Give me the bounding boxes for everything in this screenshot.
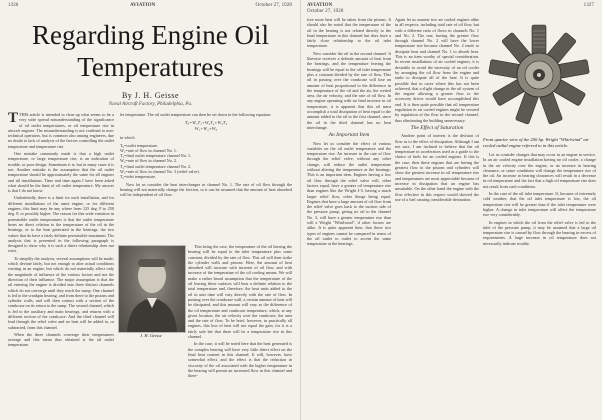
page-number: 1326	[8, 3, 19, 8]
radial-engine-icon	[483, 17, 593, 135]
paragraph: This being the case, the temperature of the oil leaving the bearing will be equal to the inlet temperature plus some constant, divided by the rate of flow. This oil will then strike the cylinder walls and pistons. Here, the amount of heat absorbed will increase with increase of oil flow, and with increase of the temperature of the oil cooling means. We will make a rather broad assumption that the temperature of the oil leaving these surfaces will bear a definite relation to the total temperature and, therefore, the heat units added to the oil in unit time will vary directly with the rate of flow. In passing over the crankcase wall, a certain amount of heat will be dissipated, and this amount will vary as the difference of the oil temperature and crankcase temperature, which, at any given location, the air velocity over the crankcase, the area and the rate of flow. To be brief, however, in practically all engines, this loss of heat will not equal the gain, for it is a fairly safe bet that there will be a temperature rise in this channel.	[188, 244, 292, 340]
paragraph: Now let us consider the heat interchanges in channel No. 1. The rate of oil flow through the bearing will not materially change the friction, so it can be assumed that the amount of heat absorbed will be independent of oil flow.	[120, 181, 292, 198]
section-heading: An Important Item	[328, 132, 370, 139]
paragraph: In the case, it will be noted here that the heat generated is the complex bearing will have very little direct effect on the final heat content in this channel. It will, however, have somewhat effect, and the effect is that the reduction in viscosity of the oil associated with the higher temperature in the bearing will permit an increased flow in this channel and there-	[188, 341, 292, 379]
paragraph: fore more heat will be taken from the pistons. It should also be noted that the temperature of the oil in the bearing is not related directly to the final temperature in this channel but does have a fairly close relationship to the oil inlet temperature.	[307, 17, 391, 49]
left-column-1	[8, 112, 114, 416]
paragraph: In the case of the oil inlet temperature. If, because of extremely cold weather, that the oil inlet temperature is low, the oil temperature rise will be greater than if the inlet temperature were higher. A change in inlet temperature will affect the temperature rise very considerably.	[483, 191, 596, 218]
right-page	[301, 0, 602, 420]
article-title-line2: Temperatures	[77, 52, 224, 82]
equation-numerator: T₀=W₁T₁+W₂T₂+W₃T₃	[184, 120, 228, 126]
right-column-2	[395, 17, 479, 416]
section-heading: The Effect of Saturation	[410, 124, 464, 131]
equation-denominator: W₁+W₂+W₃	[194, 126, 218, 132]
article-title-line1: Regarding Engine Oil	[32, 20, 269, 50]
author-affiliation: Naval Aircraft Factory, Philadelphia, Pa.	[108, 102, 193, 107]
portrait-caption: J. H. Geisse	[140, 333, 162, 338]
journal-name: AVIATION	[307, 3, 333, 8]
paragraph: Now consider the oil in the second channel. It likewise receives a definite amount of heat from the bearings, and the temperature leaving the bearings will be equal to the oil inlet temperature plus a constant divided by the rate of flow. This oil in passing over the crankcase will lose an amount of heat proportional to the difference in the temperature of the oil and the air, the wetted area, the air velocity, and the rate of oil flow. In any engine operating with no final increase in oil temperature, it is apparent that this oil must accomplish a total dissipation of heat equal to the amount added to the oil in the first channel, since the oil in the third channel has no heat interchange.	[307, 50, 391, 130]
paragraph: When the three channels converge their temperatures average and this mean thus obtained is the oil outlet temperature.	[8, 331, 114, 348]
paragraph: Another point of interest is the division of flow as to the effect of dissipation. Although I am not sure, I am inclined to believe that the oil temperature in accelerators used as a guide to the choice of fuels for air cooled engines. If this is the case, then those engines that are having the greatest flow to the pistons and cylinders will show the greatest increase in oil temperature rise and temperatures are most appreciable because of increase in dissipation that an engine has unsuitable. On the other hand the engine with the flow effective in this respect would showed the use of a fuel causing considerable detonation.	[395, 133, 479, 202]
definition: W₂=rate of flow in channel No. 2.	[120, 158, 178, 164]
definition: W₁=rate of flow in channel No. 1.	[120, 147, 178, 153]
paragraph: Again let us assume two air cooled engines alike in all respects, including total rate of oil flow, but with a different ratio of flows in channels No. 1 and No. 2. The one, having the greater flow through channel No. 2 will have the lower temperature rise because channel No. 2 tends to dissipate heat and channel No. 1 to absorb heat. This is an item worthy of special consideration. In recent installations of air cooled engines, it is desirable to avoid the necessity of an oil cooler by arranging the oil flow from the engine and tanks to dissipate all of the heat. It is quite possible that in cases where this has not been achieved, that a slight change in the oil system of the engine allowing a greater flow to the accessory drives would have accomplished this end. It is then quite possible that oil temperature regulation in air cooled engines might be secured by regulation of the flow in the second channel, thus eliminating the building unnecessary.	[395, 17, 479, 123]
definition: T₂=final outlet temperature channel No. 2.	[120, 163, 192, 169]
issue-date: October 27, 1928	[255, 3, 292, 8]
definition: T₁=final outlet temperature channel No. 1.	[120, 153, 192, 159]
left-column-2-bottom	[188, 244, 292, 416]
paragraph: Undoubtedly, there is a limit for each installation, and for different installations of the same engine, or for different engines, this limit may be any where from 125 deg. F to 250 deg. F, or possibly higher. The reason for this wide variation in permissible outlet temperatures is that the outlet temperature bears no direct relation to the temperature of the oil in the bearings, or to the heat generated in the bearings, the two values that do have a fairly definite permissible maximum. The analysis that is presented in the following paragraph is designed to show why it is such a direct relationship does not exist.	[8, 195, 114, 254]
dropcap: T	[8, 112, 19, 126]
paragraph: TTHIS article is intended to clear up what seems to be a very wide spread misunderstanding of the significance of oil outlet temperatures, or oil temperature rise in aircraft engines. The misunderstanding is not confined to non-technical operators, but is common also among engineers, due no doubt to lack of analysis of the factors controlling the outlet temperature and temperature rise.	[8, 112, 114, 149]
definition: T₀=outlet temperature.	[120, 142, 159, 148]
left-column-2-top	[120, 112, 292, 242]
figure-caption: Front quarter view of the 200 hp. Wright "Whirlwind" air cooled radial engine referred to in this article.	[483, 137, 589, 148]
definition: W₃=rate of flow in channel No. 3 (relief valve).	[120, 169, 200, 175]
paragraph: To simplify the analysis, several assumptions will be made, which deviate fairly, but not enough to alter actual conditions existing in an engine, but which do not materially affect only the magnitude of influence of the various factors and not the direction of their influence. The major assumption is that the oil entering the engine is divided into three distinct channels which do not converge until they reach the sump. One channel is led to the crankpin bearing, and from there to the pistons and cylinder walls, and will then contact with a section of the crankcase on its return to the sump. The second channel, which is led to the auxiliary and main bearings, and returns with a different section of the crankcase. And the third channel will lead through the relief valve and no heat will be added to, or subtracted, from this channel.	[8, 255, 114, 330]
issue-date: October 27, 1928	[307, 9, 344, 14]
paragraph: let temperature. The oil outlet temperature can then be set down in the following equation:	[120, 112, 272, 117]
author-byline: By J. H. Geisse	[121, 91, 180, 100]
definitions-intro: in which	[120, 135, 135, 141]
page-number: 1327	[583, 3, 594, 8]
paragraph: In engines in which the oil from the relief valve is led to the inlet of the pressure pump, it may be assumed that a large oil temperature rise is caused by flow through the bearing in excess of requirements. A large increase in oil temperature does not necessarily indicate trouble.	[483, 219, 596, 246]
definition: T₃=inlet temperature.	[120, 174, 156, 180]
paragraph: Let us consider changes that may occur in an engine in service. In an air cooled engine installation having no oil cooler, a change in the air velocity over the engine, or an increase in bearing clearance, or some conditions will change the temperature rise of the oil. An increase in bearing clearances will result in a decrease in oil temperature and the fact that a high oil temperature rise does not result from such conditions.	[483, 152, 596, 189]
right-column-1	[307, 17, 391, 416]
paragraph: One mistake commonly made is that a high outlet temperature, or large temperature rise, is an indication of trouble, or poor design. Sometimes it is; but in many cases it is not. Another mistake is the assumption that the oil outlet temperature should be approximately the same for all engines and all installations. Time and time again I have been asked what should be the limit of oil outlet temperature. My answer is that I do not know.	[8, 151, 114, 194]
journal-name: AVIATION	[130, 3, 156, 8]
portrait-icon	[119, 246, 185, 332]
right-column-3	[483, 152, 596, 416]
engine-photo	[483, 17, 593, 135]
author-portrait	[118, 245, 186, 333]
paragraph: Now let us consider the effect of various variables on the oil outlet temperature and the temperature rise. An increase in the rate of flow through the relief valve, without any other change, will reduce the outlet temperature without altering the temperature at the bearings. This is an important item. Engines having a low oil flow through the relief valve will, other factors equal, have a greater oil temperature rise than engines like the Wright J-5, having a much larger relief flow, other things being equal. Engines that have a large amount of oil flow from the relief valve goes back to the suction side of the pressure pump, giving no oil to the channel No. 3, will have a greater temperature rise than will a Wright "Whirlwind", if other factors are alike. It is quite apparent then, that these two types of engines cannot be compared in terms of the oil outlet to outlet to accent the same temperature at the bearings.	[307, 140, 391, 247]
